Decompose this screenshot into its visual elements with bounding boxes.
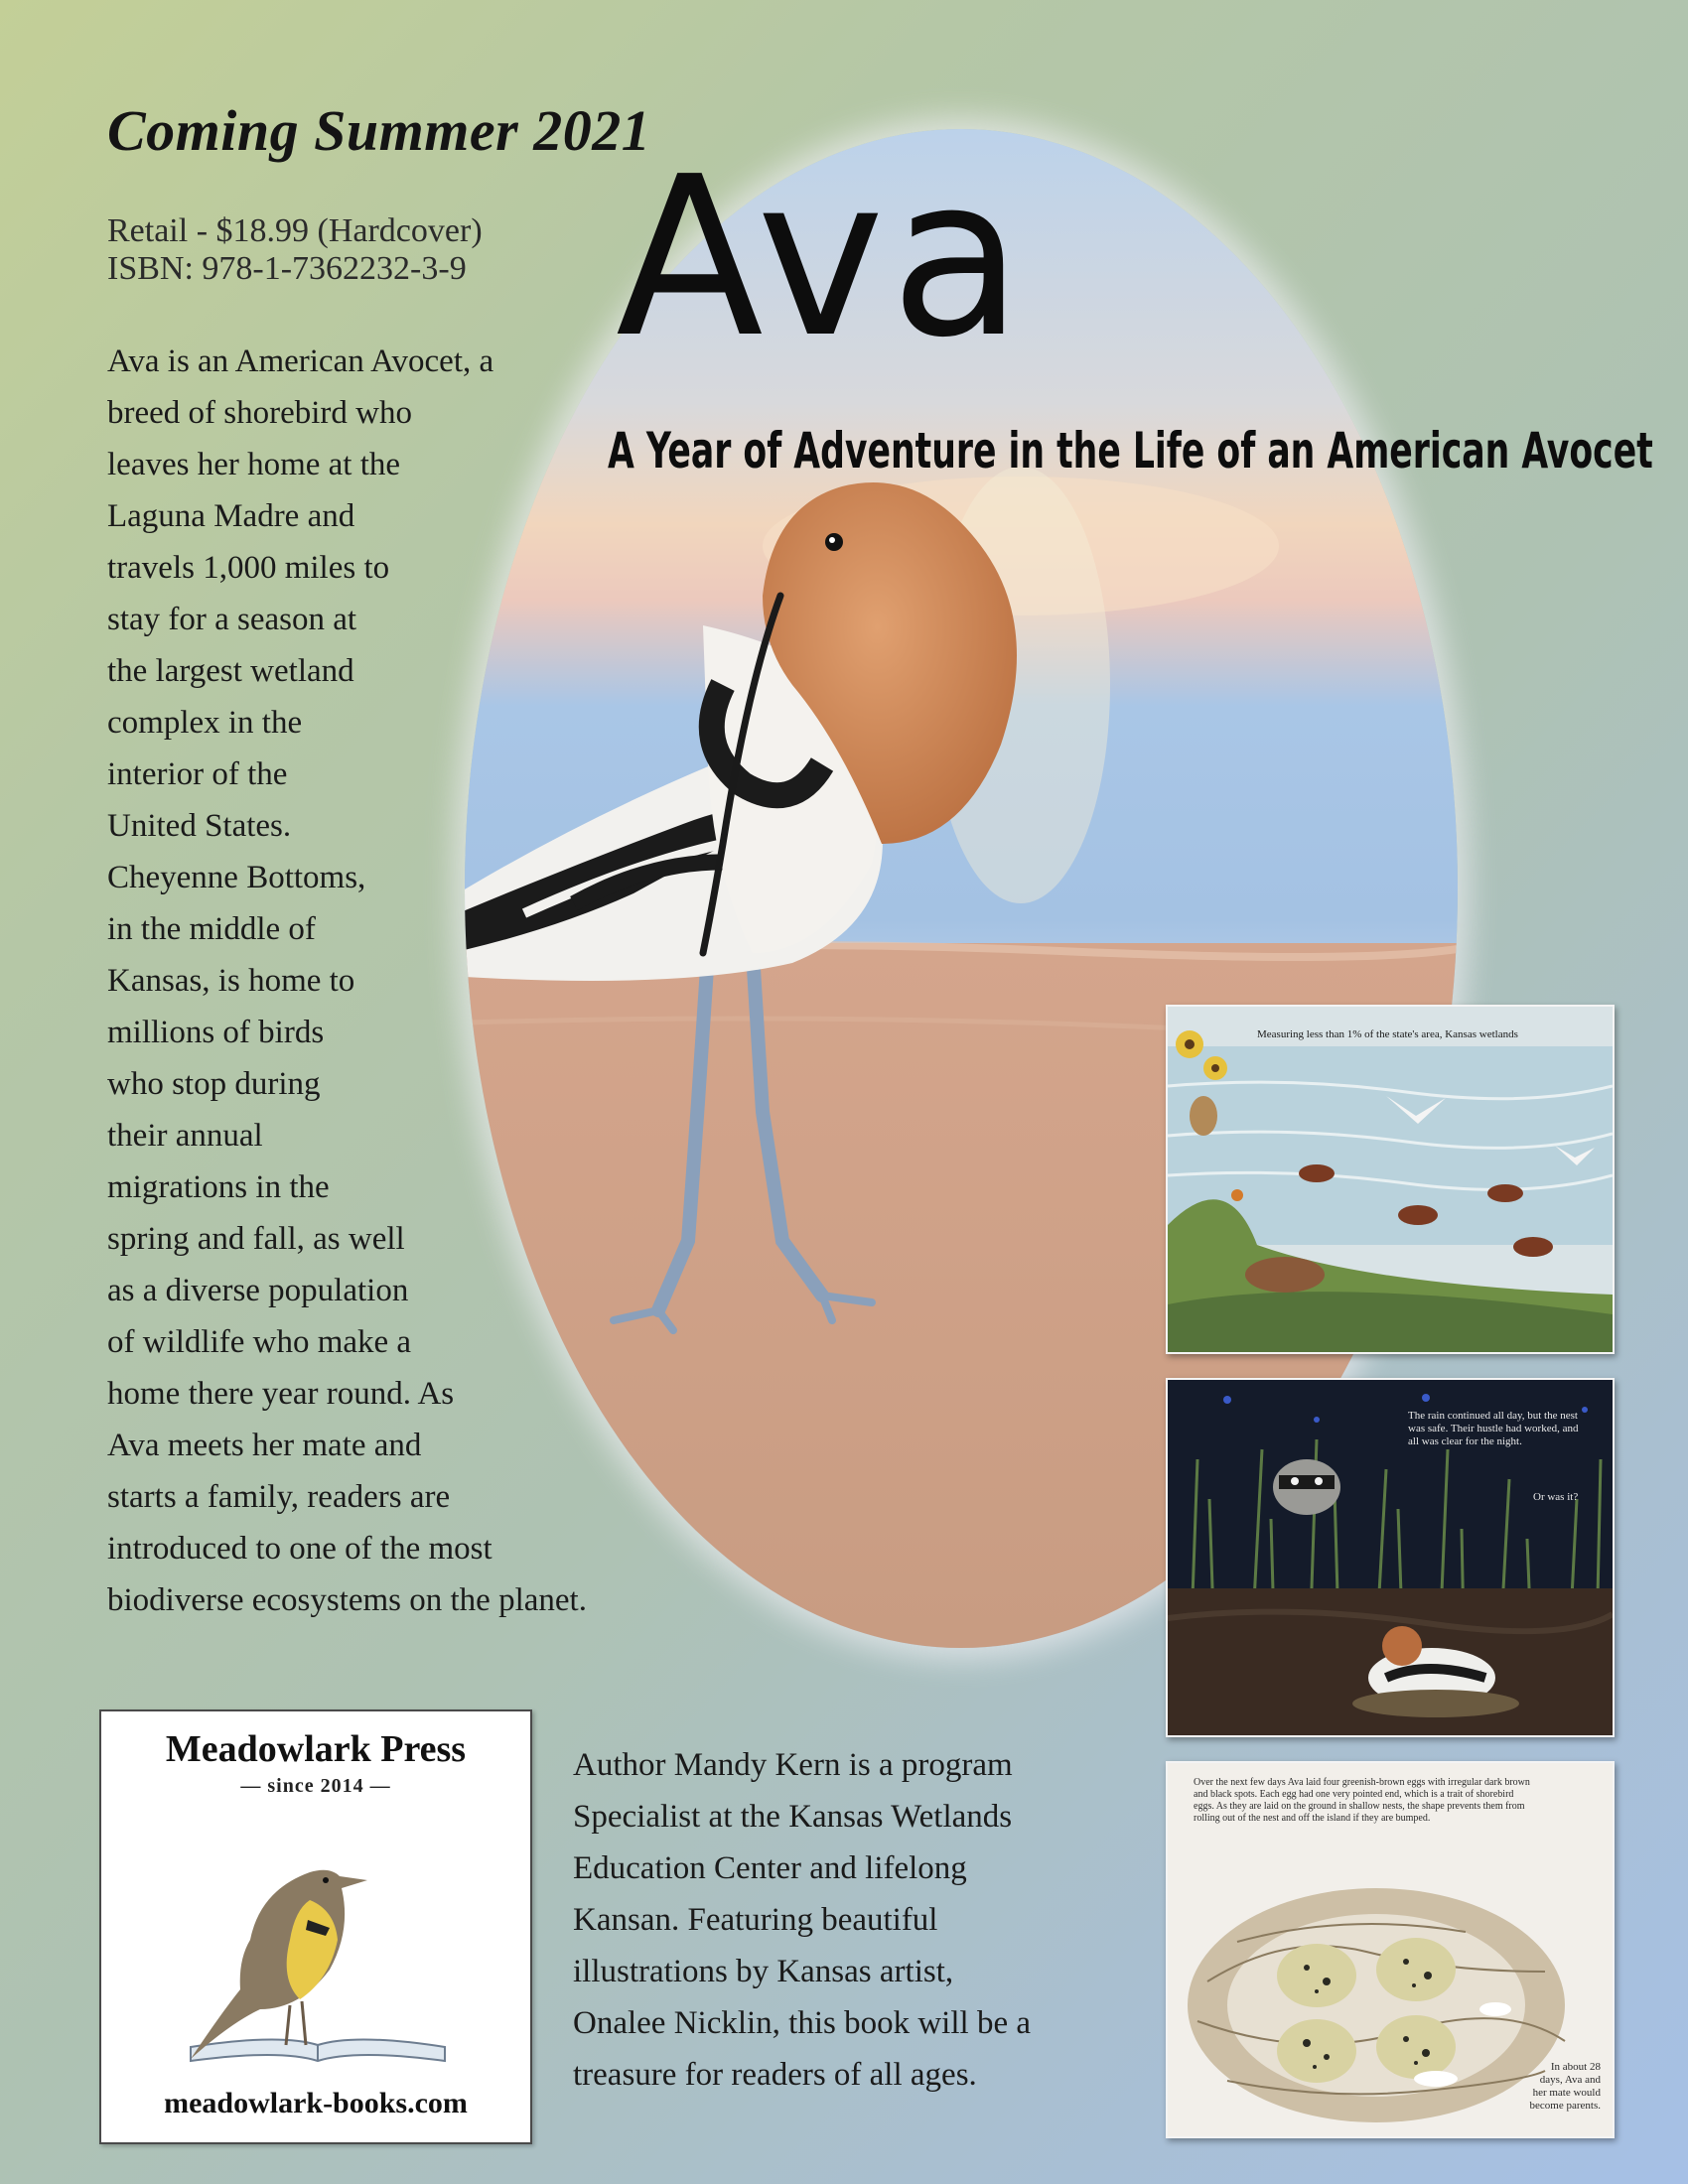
retail-price: Retail - $18.99 (Hardcover) xyxy=(107,212,483,249)
description-line: Cheyenne Bottoms, xyxy=(107,860,366,895)
description-line: biodiverse ecosystems on the planet. xyxy=(107,1582,587,1618)
eggs-corner-line: In about 28 xyxy=(1550,2061,1601,2073)
description-line: as a diverse population xyxy=(107,1273,409,1308)
meadowlark-bird-icon xyxy=(131,1811,504,2079)
eggs-corner-line: become parents. xyxy=(1529,2100,1601,2112)
description-line: interior of the xyxy=(107,756,288,792)
book-subtitle: A Year of Adventure in the Life of an American Avocet xyxy=(608,422,1653,479)
eggs-corner-line: her mate would xyxy=(1532,2087,1601,2099)
eggs-corner-line: days, Ava and xyxy=(1539,2074,1601,2086)
author-line: treasure for readers of all ages. xyxy=(573,2057,977,2093)
author-line: Specialist at the Kansas Wetlands xyxy=(573,1799,1013,1835)
wetlands-caption: Measuring less than 1% of the state's area, Kansas wetlands xyxy=(1257,1028,1518,1040)
eggs-caption-line: Over the next few days Ava laid four greenish-brown eggs with irregular dark brown xyxy=(1194,1777,1530,1788)
description-line: in the middle of xyxy=(107,911,316,947)
publisher-logo[interactable] xyxy=(99,1709,532,2144)
book-description xyxy=(107,336,743,1626)
description-line: who stop during xyxy=(107,1066,321,1102)
night-question: Or was it? xyxy=(1533,1491,1579,1503)
night-caption-line: was safe. Their hustle had worked, and xyxy=(1408,1423,1579,1434)
description-line: of wildlife who make a xyxy=(107,1324,412,1360)
author-line: Kansan. Featuring beautiful xyxy=(573,1902,938,1938)
author-blurb xyxy=(573,1739,1189,2101)
description-line: United States. xyxy=(107,808,292,844)
description-line: spring and fall, as well xyxy=(107,1221,405,1257)
release-date-heading: Coming Summer 2021 xyxy=(107,98,651,163)
eggs-caption-line: eggs. As they are laid on the ground in shallow nests, the shape prevents them from xyxy=(1194,1801,1525,1812)
isbn: ISBN: 978-1-7362232-3-9 xyxy=(107,250,467,287)
publisher-name: Meadowlark Press xyxy=(165,1728,467,1770)
description-line: complex in the xyxy=(107,705,303,741)
description-line: home there year round. As xyxy=(107,1376,455,1412)
night-caption xyxy=(1408,1410,1578,1448)
eggs-caption-line: and black spots. Each egg had one very pointed end, which is a trait of shorebird xyxy=(1194,1789,1514,1800)
eggs-caption-line: rolling out of the nest and off the island if they are bumped. xyxy=(1194,1813,1431,1824)
sample-page-night xyxy=(1166,1378,1615,1737)
author-line: Author Mandy Kern is a program xyxy=(573,1747,1013,1783)
night-caption-line: The rain continued all day, but the nest xyxy=(1408,1410,1578,1422)
description-line: introduced to one of the most xyxy=(107,1531,492,1567)
description-line: Laguna Madre and xyxy=(107,498,355,534)
sample-page-wetlands xyxy=(1166,1005,1615,1354)
author-line: illustrations by Kansas artist, xyxy=(573,1954,954,1989)
description-line: Kansas, is home to xyxy=(107,963,355,999)
description-line: the largest wetland xyxy=(107,653,354,689)
publisher-website-link[interactable]: meadowlark-books.com xyxy=(164,2087,468,2119)
author-line: Onalee Nicklin, this book will be a xyxy=(573,2005,1031,2041)
night-caption-line: all was clear for the night. xyxy=(1408,1435,1522,1447)
description-line: their annual xyxy=(107,1118,263,1154)
description-line: migrations in the xyxy=(107,1169,330,1205)
description-line: breed of shorebird who xyxy=(107,395,412,431)
book-title: Ava xyxy=(616,130,1029,386)
sample-page-eggs xyxy=(1166,1761,1615,2138)
description-line: Ava is an American Avocet, a xyxy=(107,343,494,379)
description-line: starts a family, readers are xyxy=(107,1479,451,1515)
author-line: Education Center and lifelong xyxy=(573,1850,967,1886)
pricing-block xyxy=(107,212,483,288)
eggs-caption xyxy=(1194,1777,1530,1825)
description-line: leaves her home at the xyxy=(107,447,401,482)
description-line: Ava meets her mate and xyxy=(107,1428,422,1463)
description-line: millions of birds xyxy=(107,1015,325,1050)
description-line: stay for a season at xyxy=(107,602,357,637)
publisher-since: — since 2014 — xyxy=(240,1775,391,1797)
eggs-corner-caption xyxy=(1530,2061,1601,2113)
description-line: travels 1,000 miles to xyxy=(107,550,390,586)
